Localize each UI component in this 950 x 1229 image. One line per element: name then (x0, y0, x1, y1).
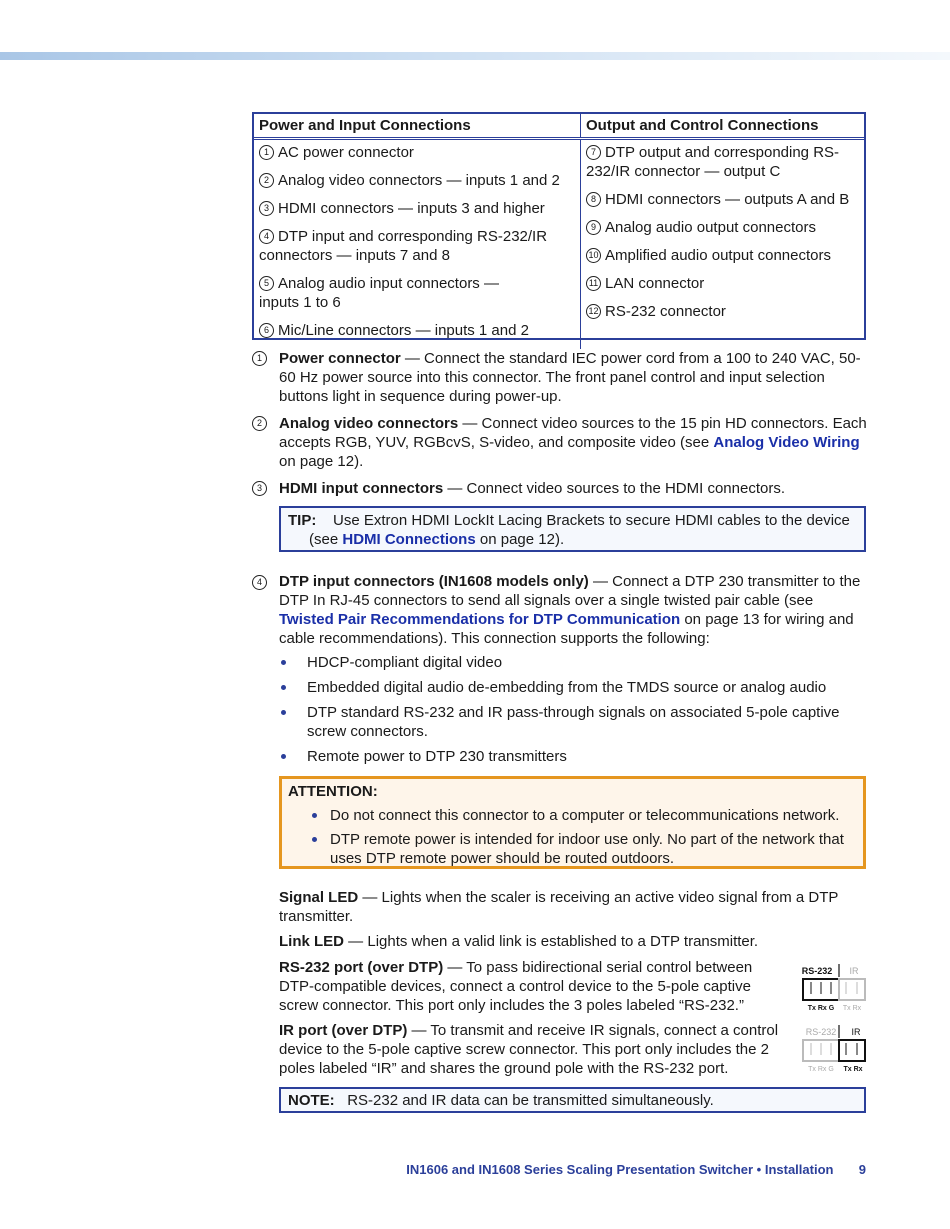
list-item: 2 Analog video connectors — inputs 1 and 2 (259, 171, 575, 190)
callout-2-icon: 2 (259, 173, 274, 188)
callout-9-icon: 9 (586, 220, 601, 235)
power-input-column (254, 140, 581, 349)
tip-label: TIP: (288, 512, 317, 529)
list-item: 3 HDMI connectors — inputs 3 and higher (259, 199, 575, 218)
list-item: 5 Analog audio input connectors — inputs 1 to 6 (259, 275, 499, 311)
power-connector-title: Power connector (279, 350, 401, 367)
bullet-icon (312, 837, 317, 842)
list-item: 6 Mic/Line connectors — inputs 1 and 2 (259, 321, 575, 340)
callout-8-icon: 8 (586, 192, 601, 207)
rs232-port-paragraph: RS-232 port (over DTP) — To pass bidirectional serial control between DTP-compatible devices, connect a control device to the 5-pole captive screw connector. This port only includes the 3 poles labeled “RS-232.” (279, 959, 753, 1014)
dtp-features-list (279, 653, 869, 772)
rs232-label: RS-232 (805, 1027, 837, 1037)
hdmi-input-paragraph: HDMI input connectors — Connect video sources to the HDMI connectors. (279, 480, 785, 497)
rs232-port-title: RS-232 port (over DTP) (279, 959, 444, 976)
callout-1-icon: 1 (252, 351, 267, 366)
ir-pin-labels: Tx Rx (842, 1005, 862, 1012)
ir-label: IR (851, 1027, 861, 1037)
ir-inactive-poles (839, 979, 865, 1000)
analog-video-wiring-link[interactable]: Analog Video Wiring (713, 434, 860, 451)
ir-label: IR (849, 966, 859, 976)
callout-11-icon: 11 (586, 276, 601, 291)
analog-video-title: Analog video connectors (279, 415, 459, 432)
output-control-column (581, 140, 864, 349)
rs232-pin-labels: Tx Rx G (807, 1005, 835, 1012)
bullet-icon (281, 710, 286, 715)
bullet-icon (281, 660, 286, 665)
signal-led-title: Signal LED (279, 889, 359, 906)
table-header (254, 114, 864, 140)
attention-label: ATTENTION: (288, 783, 378, 800)
callout-3-icon: 3 (259, 201, 274, 216)
hdmi-input-title: HDMI input connectors (279, 480, 444, 497)
list-item: 10 Amplified audio output connectors (586, 246, 859, 265)
link-led-paragraph: Link LED — Lights when a valid link is established to a DTP transmitter. (279, 933, 759, 950)
list-item: 11 LAN connector (586, 274, 859, 293)
header-power-input: Power and Input Connections (254, 114, 581, 137)
list-item: Do not connect this connector to a computer or telecommunications network. (288, 806, 857, 825)
callout-12-icon: 12 (586, 304, 601, 319)
list-item: DTP remote power is intended for indoor use only. No part of the network that uses DTP remote power should be routed outdoors. (288, 830, 857, 868)
list-item: 7 DTP output and corresponding RS-232/IR connector — output C (586, 144, 840, 180)
list-item: 1 AC power connector (259, 143, 575, 162)
bullet-icon (312, 813, 317, 818)
note-box: NOTE: RS-232 and IR data can be transmitted simultaneously. (279, 1087, 866, 1113)
callout-3-icon: 3 (252, 481, 267, 496)
rs232-connector-figure (800, 961, 870, 1013)
analog-video-paragraph: Analog video connectors — Connect video sources to the 15 pin HD connectors. Each accepts RGB, YUV, RGBcvS, S-video, and composite video (see Analog Video Wiring on page 12). (279, 415, 867, 470)
callout-5-icon: 5 (259, 276, 274, 291)
callout-4-icon: 4 (259, 229, 274, 244)
header-output-control: Output and Control Connections (586, 117, 819, 134)
list-item: 8 HDMI connectors — outputs A and B (586, 190, 859, 209)
dtp-input-title: DTP input connectors (IN1608 models only) (279, 573, 589, 590)
callout-4-icon: 4 (252, 575, 267, 590)
callout-6-icon: 6 (259, 323, 274, 338)
rs232-pin-labels: Tx Rx G (808, 1066, 834, 1073)
list-item: 12 RS-232 connector (586, 302, 859, 321)
page-number: 9 (858, 1162, 866, 1177)
bullet-icon (281, 754, 286, 759)
list-item: HDCP-compliant digital video (279, 653, 869, 672)
callout-7-icon: 7 (586, 145, 601, 160)
page-footer (300, 1162, 866, 1177)
ir-port-title: IR port (over DTP) (279, 1022, 408, 1039)
callout-1-icon: 1 (259, 145, 274, 160)
callout-2-icon: 2 (252, 416, 267, 431)
ir-pin-labels: Tx Rx (843, 1066, 863, 1073)
list-item: Embedded digital audio de-embedding from the TMDS source or analog audio (279, 678, 869, 697)
note-label: NOTE: (288, 1092, 335, 1109)
header-band (0, 52, 950, 60)
twisted-pair-link[interactable]: Twisted Pair Recommendations for DTP Communication (279, 611, 681, 628)
link-led-title: Link LED (279, 933, 345, 950)
ir-active-poles (839, 1040, 865, 1061)
footer-title: IN1606 and IN1608 Series Scaling Presentation Switcher • Installation (406, 1162, 834, 1177)
bullet-icon (281, 685, 286, 690)
list-item: 4 DTP input and corresponding RS-232/IR connectors — inputs 7 and 8 (259, 228, 548, 264)
power-connector-paragraph: Power connector — Connect the standard IEC power cord from a 100 to 240 VAC, 50-60 Hz power source into this connector. The front panel control and input selection buttons light in sequence during power-up. (279, 350, 861, 405)
dtp-input-paragraph: DTP input connectors (IN1608 models only) — Connect a DTP 230 transmitter to the DTP In RJ-45 connectors to send all signals over a single twisted pair cable (see Twisted Pair Recommendations for DTP Communication on page 13 for wiring and cable recommendations). This connection supports the following: (279, 573, 861, 647)
attention-box (279, 776, 866, 869)
hdmi-connections-link[interactable]: HDMI Connections (342, 531, 476, 548)
signal-led-paragraph: Signal LED — Lights when the scaler is receiving an active video signal from a DTP transmitter. (279, 889, 839, 925)
rs232-label: RS-232 (801, 966, 833, 976)
list-item: Remote power to DTP 230 transmitters (279, 747, 869, 766)
connections-table (252, 112, 866, 340)
table-body (254, 140, 864, 349)
ir-connector-figure (800, 1022, 870, 1074)
list-item: 9 Analog audio output connectors (586, 218, 859, 237)
list-item: DTP standard RS-232 and IR pass-through signals on associated 5-pole captive screw connectors. (279, 703, 852, 741)
tip-box: TIP: Use Extron HDMI LockIt Lacing Brackets to secure HDMI cables to the device (see HDMI Connections on page 12). (279, 506, 866, 552)
ir-port-paragraph: IR port (over DTP) — To transmit and receive IR signals, connect a control device to the 5-pole captive screw connector. This port only includes the 2 poles labeled “IR” and shares the ground pole with the RS-232 port. (279, 1022, 779, 1077)
callout-10-icon: 10 (586, 248, 601, 263)
